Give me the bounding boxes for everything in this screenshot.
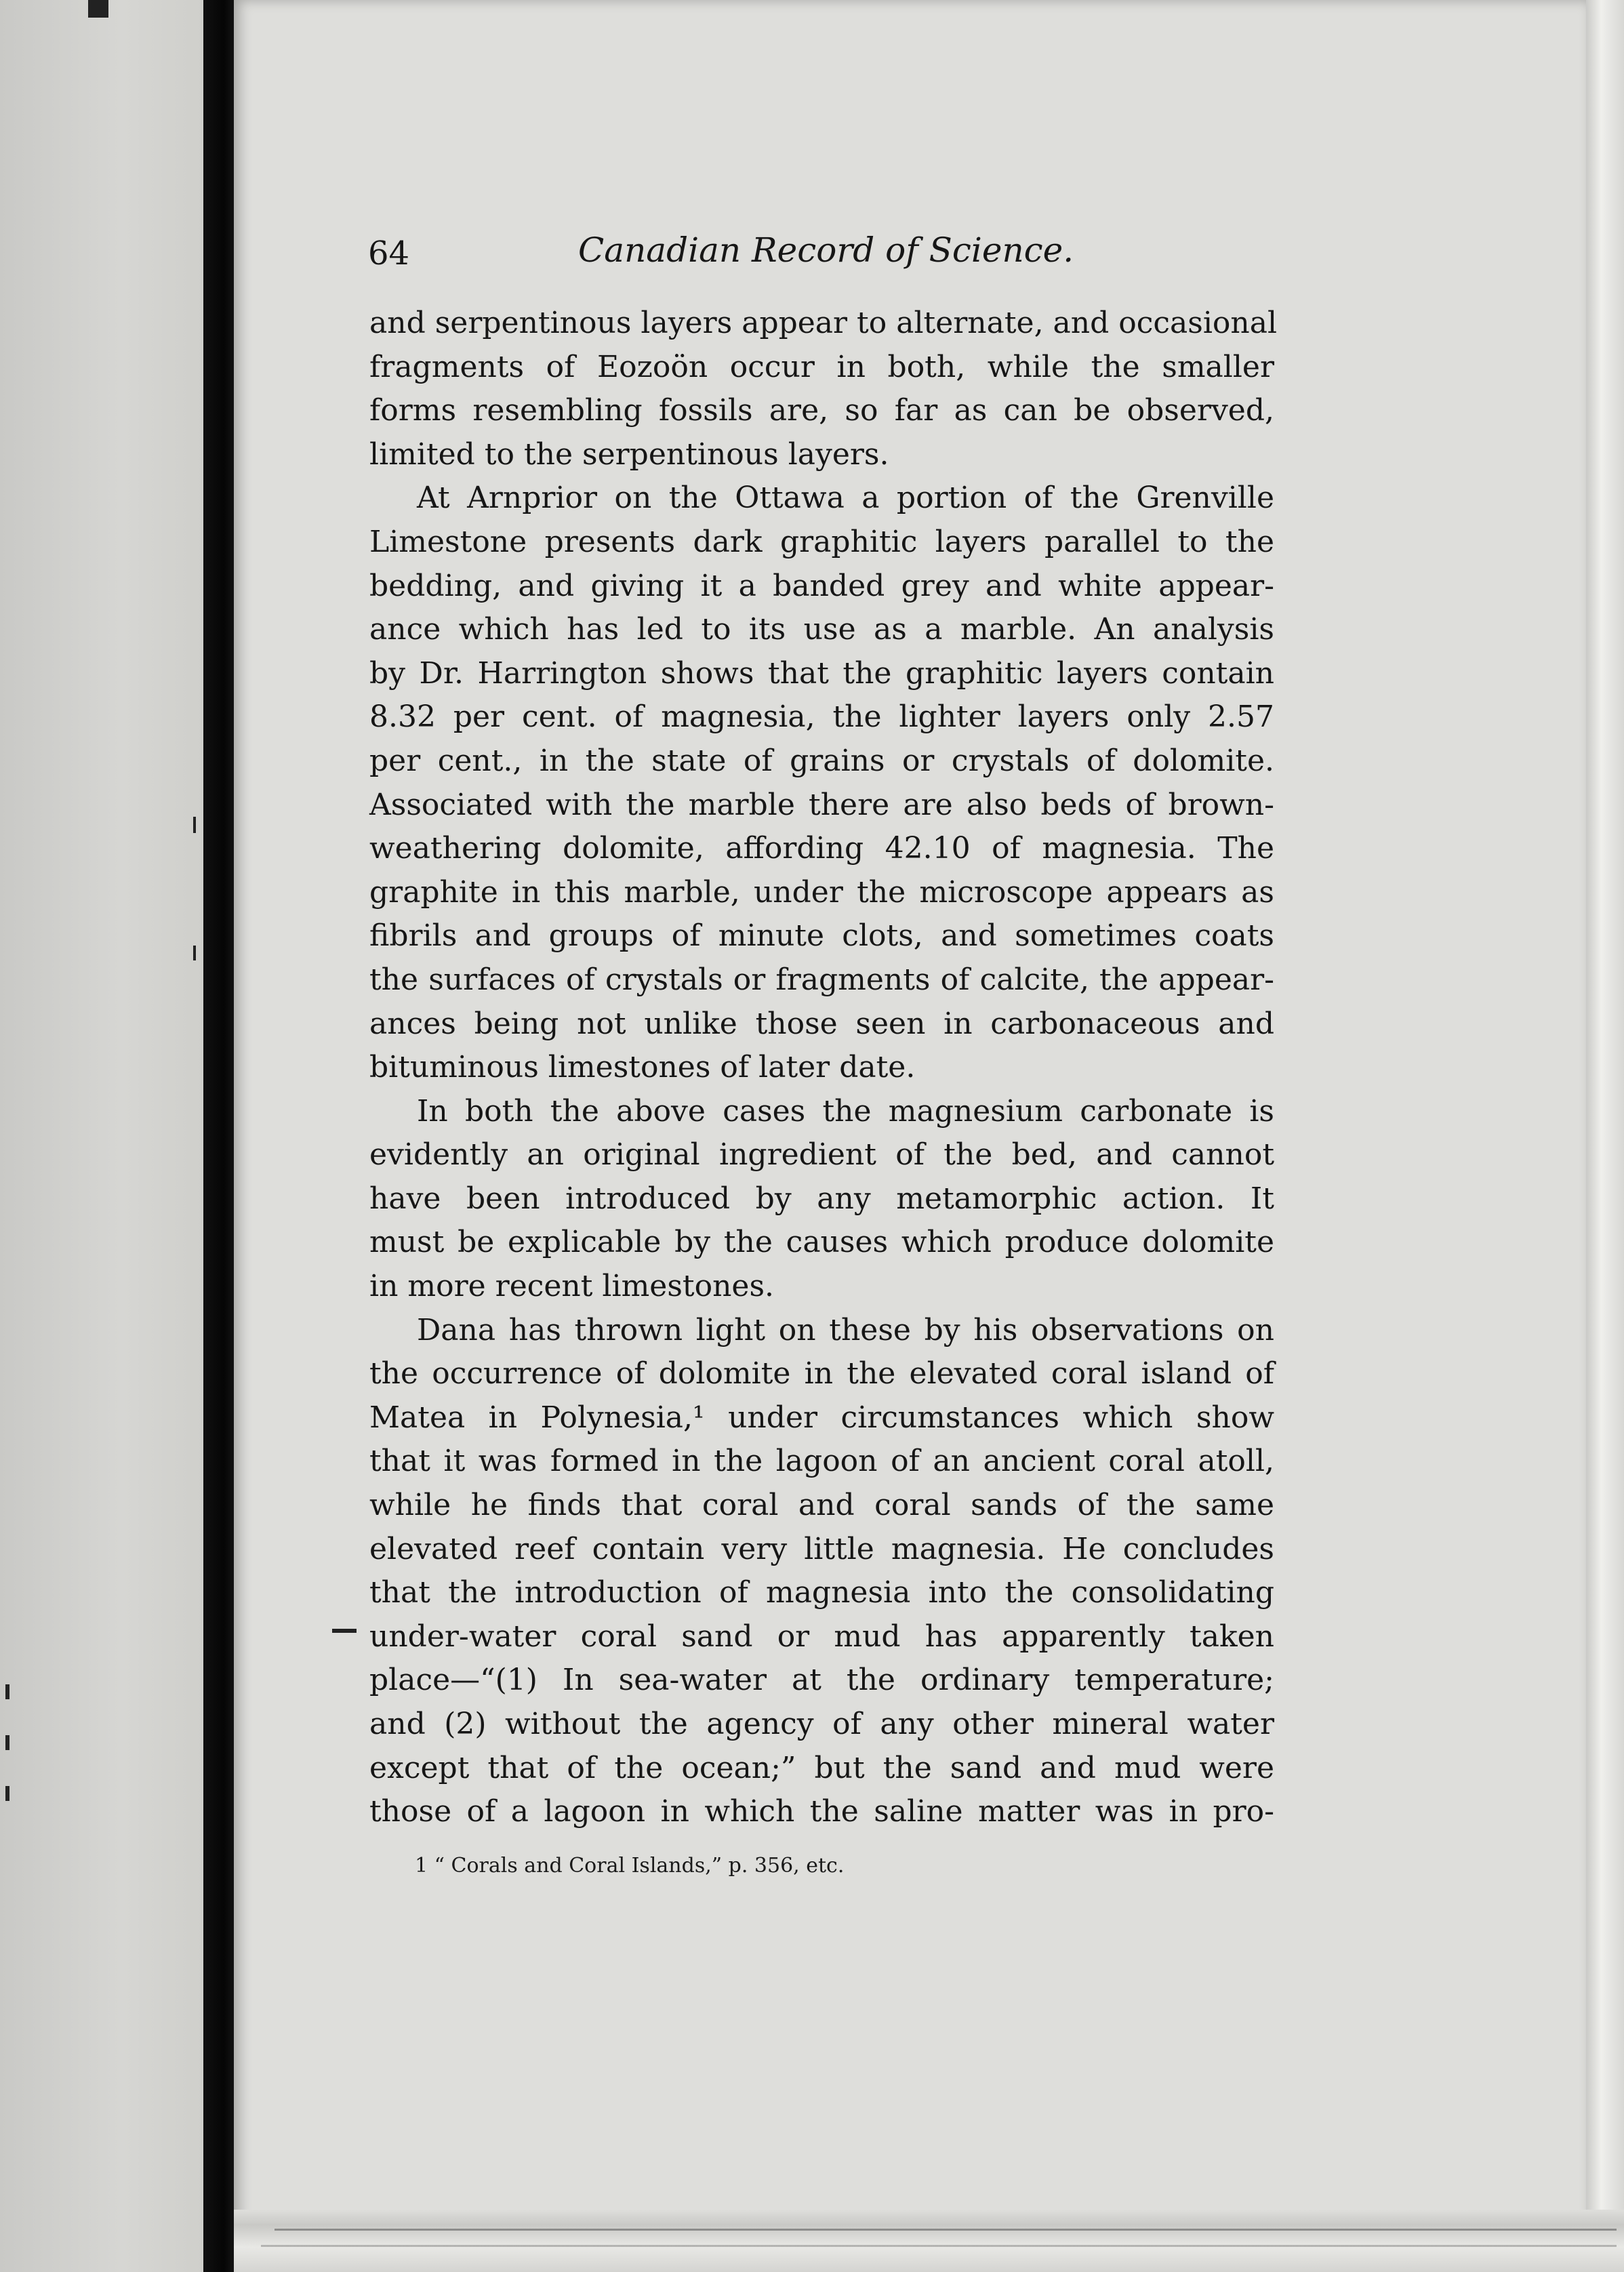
text-line: Associated with the marble there are also beds of brown- [369, 787, 1274, 822]
text-line: and serpentinous layers appear to alternate, and occasional [369, 306, 1278, 340]
text-line: Matea in Polynesia,¹ under circumstances which show [369, 1400, 1274, 1435]
page-edge-line [275, 2229, 1617, 2231]
text-line: Limestone presents dark graphitic layers parallel to the [369, 524, 1274, 559]
text-line: weathering dolomite, affording 42.10 of magnesia. The [369, 831, 1274, 866]
text-line: the surfaces of crystals or fragments of calcite, the appear- [369, 962, 1274, 997]
text-line: limited to the serpentinous layers. [369, 437, 889, 472]
text-line: fragments of Eozoön occur in both, while the smaller [369, 349, 1274, 384]
text-line: the occurrence of dolomite in the elevated coral island of [369, 1356, 1274, 1392]
page-header [368, 230, 1276, 285]
text-line: must be explicable by the causes which produce dolomite [369, 1225, 1274, 1260]
text-line: fibrils and groups of minute clots, and sometimes coats [369, 918, 1274, 954]
margin-mark [88, 0, 108, 18]
text-line: have been introduced by any metamorphic action. It [369, 1181, 1274, 1216]
margin-mark [5, 1684, 9, 1699]
text-line: that the introduction of magnesia into the consolidating [369, 1575, 1274, 1610]
text-line: ances being not unlike those seen in carbonaceous and [369, 1006, 1274, 1041]
text-line: In both the above cases the magnesium carbonate is [417, 1093, 1274, 1129]
text-line: At Arnprior on the Ottawa a portion of the Grenville [417, 481, 1274, 516]
page-number: 64 [368, 235, 410, 272]
text-line: forms resembling fossils are, so far as can be observed, [369, 393, 1274, 428]
text-line: per cent., in the state of grains or crystals of dolomite. [369, 743, 1274, 778]
text-line: in more recent limestones. [369, 1269, 775, 1304]
text-line: under-water coral sand or mud has apparently taken [369, 1619, 1274, 1654]
margin-mark [193, 946, 196, 960]
text-line: those of a lagoon in which the saline matter was in pro- [369, 1794, 1274, 1829]
text-line: evidently an original ingredient of the bed, and cannot [369, 1137, 1274, 1173]
margin-mark [332, 1629, 357, 1633]
text-line: that it was formed in the lagoon of an ancient coral atoll, [369, 1444, 1274, 1479]
text-line: 8.32 per cent. of magnesia, the lighter layers only 2.57 [369, 699, 1274, 735]
text-line: Dana has thrown light on these by his observations on [417, 1312, 1274, 1347]
margin-mark [193, 817, 196, 833]
page-edge-line [261, 2245, 1617, 2247]
margin-mark [5, 1786, 9, 1801]
text-line: elevated reef contain very little magnesia. He concludes [369, 1531, 1274, 1566]
margin-mark [5, 1735, 9, 1750]
text-line: place—“(1) In sea-water at the ordinary temperature; [369, 1663, 1274, 1698]
text-line: and (2) without the agency of any other mineral water [369, 1707, 1274, 1741]
footnote: 1 “ Corals and Coral Islands,” p. 356, etc. [415, 1854, 845, 1878]
running-head: Canadian Record of Science. [578, 230, 1074, 270]
text-line: except that of the ocean;” but the sand and mud were [369, 1750, 1274, 1785]
text-line: bedding, and giving it a banded grey and white appear- [369, 568, 1274, 603]
text-line: by Dr. Harrington shows that the graphitic layers contain [369, 655, 1274, 691]
body-text [369, 302, 1278, 1834]
text-line: ance which has led to its use as a marble. An analysis [369, 612, 1274, 647]
bottom-page-edge [234, 2210, 1624, 2272]
text-line: graphite in this marble, under the microscope appears as [369, 874, 1274, 910]
text-line: while he finds that coral and coral sands of the same [369, 1488, 1274, 1523]
text-line: bituminous limestones of later date. [369, 1050, 916, 1085]
right-page-edge [1586, 0, 1624, 2272]
previous-page-edge [0, 0, 203, 2272]
